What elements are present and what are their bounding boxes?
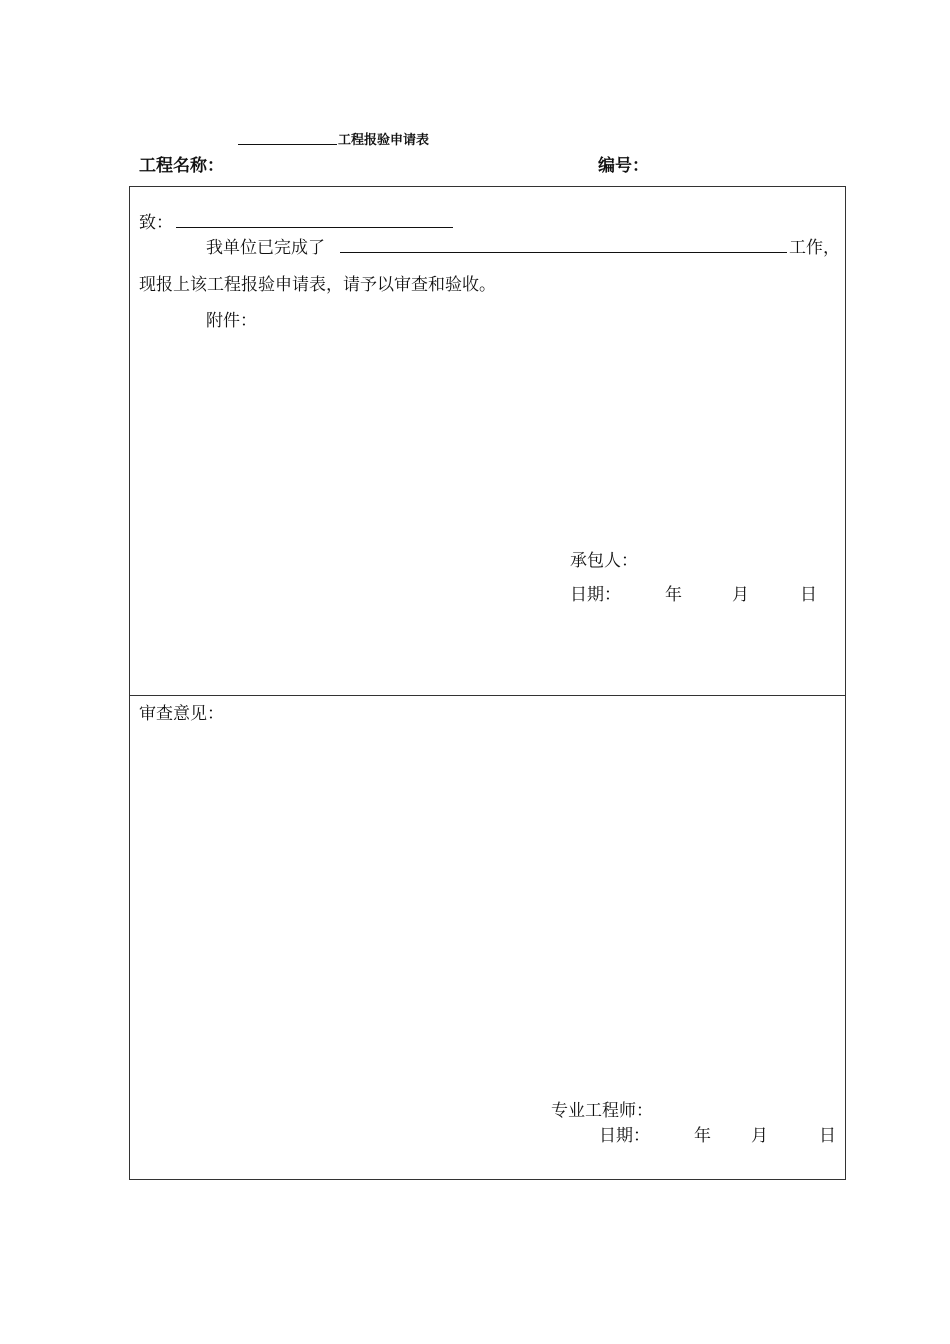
completed-work-prefix: 我单位已完成了 — [206, 238, 325, 258]
contractor-day-label: 日 — [800, 585, 817, 605]
engineer-year-label: 年 — [694, 1126, 711, 1146]
completed-work-suffix: 工作， — [789, 238, 840, 258]
engineer-label: 专业工程师： — [551, 1101, 653, 1121]
number-label: 编号： — [598, 156, 649, 176]
engineer-date-label: 日期： — [599, 1126, 650, 1146]
form-title: 工程报验申请表 — [338, 133, 430, 148]
project-name-label: 工程名称： — [139, 156, 224, 176]
contractor-year-label: 年 — [665, 585, 682, 605]
contractor-month-label: 月 — [732, 585, 749, 605]
attachment-label: 附件： — [206, 311, 257, 331]
to-label: 致： — [139, 213, 173, 233]
form-box — [129, 186, 846, 1180]
engineer-day-label: 日 — [819, 1126, 836, 1146]
title-blank-underline — [238, 144, 337, 145]
to-recipient-blank — [176, 227, 453, 228]
completed-work-blank — [340, 252, 787, 253]
section-divider — [129, 695, 846, 696]
request-sentence: 现报上该工程报验申请表，请予以审查和验收。 — [139, 275, 496, 295]
contractor-date-label: 日期： — [570, 585, 621, 605]
engineer-month-label: 月 — [751, 1126, 768, 1146]
review-opinion-label: 审查意见： — [139, 704, 224, 724]
contractor-label: 承包人： — [570, 551, 638, 571]
